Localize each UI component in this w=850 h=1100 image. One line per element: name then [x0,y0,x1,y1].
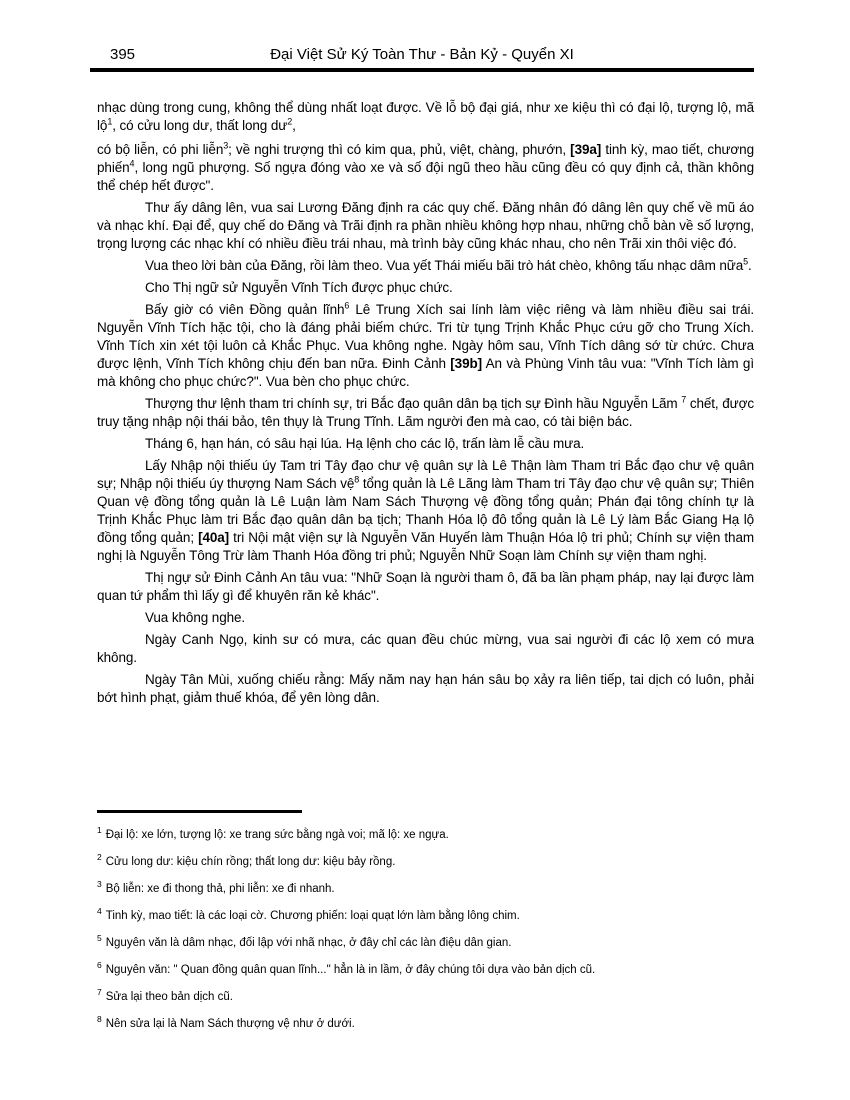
footnote-text: Đại lộ: xe lớn, tượng lộ: xe trang sức bằng ngà voi; mã lộ: xe ngựa. [105,829,449,841]
text-run: Bấy giờ có viên Đồng quản lĩnh [145,302,345,317]
folio-marker: [39a] [570,142,602,157]
footnote-number: 2 [97,852,102,863]
folio-marker: [39b] [450,356,483,371]
footnote [97,906,754,923]
footnote-number: 4 [97,906,102,917]
body-text [97,99,754,711]
footnote-text: Bộ liễn: xe đi thong thả, phi liễn: xe đi nhanh. [105,883,335,895]
footnote-text: Nên sửa lại là Nam Sách thượng vệ như ở dưới. [105,1018,355,1030]
page-header [90,42,754,72]
paragraph [97,141,754,195]
footnote-divider [97,810,302,813]
text-run: tri Nội mật viện sự là Nguyễn Văn Huyến làm Thuận Hóa lộ tri phủ; Chính sự viện tham nghị là Nguyễn Tông Trừ làm Thanh Hóa đồng tri phủ; Nguyễn Nhữ Soạn làm Chính sự viện tham nghị. [97,530,754,563]
footnote-text: Nguyên văn là dâm nhạc, đối lập với nhã nhạc, ở đây chỉ các làn điệu dân gian. [105,937,512,949]
footnote-ref: 7 [681,394,687,405]
text-run: , long ngũ phượng. Số ngựa đóng vào xe và số đội ngũ theo hầu cũng đều có quy định cả, thần không thể chép hết được". [97,160,754,193]
text-run: An và Phùng Vinh tâu vua: "Vĩnh Tích làm gì mà không cho phục chức?". Vua bèn cho phục chức. [97,356,754,389]
footnote-ref: 6 [344,300,350,311]
text-run: Cho Thị ngữ sử Nguyễn Vĩnh Tích được phục chức. [145,280,453,295]
paragraph [97,199,754,253]
text-run: , [292,118,296,133]
text-run: Thư ấy dâng lên, vua sai Lương Đăng định ra các quy chế. Đăng nhân đó dâng lên quy chế về mũ áo và nhạc khí. Đại để, quy chế do Đăng và Trãi định ra phần nhiều không hợp nhau, những chỗ bàn về số lượng, trọng lượng các nhạc khí có nhiều điều trái nhau, mà trình bày cũng khác nhau, cho nên Trãi xin thôi việc đó. [97,200,754,251]
footnote-text: Cửu long dư: kiệu chín rồng; thất long dư: kiệu bảy rồng. [105,856,396,868]
text-run: , có cửu long dư, thất long dư [112,118,288,133]
paragraph [97,301,754,391]
paragraph [97,257,754,275]
text-run: Lấy Nhập nội thiếu úy Tam tri Tây đạo chư vệ quân sự là Lê Thận làm Tham tri Bắc đạo chư vệ quân sự; Nhập nội thiếu úy thượng Nam Sách vệ [97,458,754,491]
paragraph [97,395,754,431]
footnote-ref: 2 [287,116,293,127]
footnote [97,1014,754,1031]
footnote [97,879,754,896]
text-run: Ngày Tân Mùi, xuống chiếu rằng: Mấy năm nay hạn hán sâu bọ xảy ra liên tiếp, tai dịch có luôn, phải bớt hình phạt, giảm thuế khóa, để yên lòng dân. [97,672,754,705]
paragraph [97,279,754,297]
footnote-number: 7 [97,987,102,998]
footnote-number: 8 [97,1014,102,1025]
text-run: ; về nghi trượng thì có kim qua, phủ, việt, chàng, phướn, [228,142,571,157]
header-title: Đại Việt Sử Ký Toàn Thư - Bản Kỷ - Quyển XI [270,46,574,63]
footnote [97,852,754,869]
footnote [97,987,754,1004]
paragraph [97,99,754,135]
text-run: . [748,258,752,273]
footnote [97,825,754,842]
text-run: Ngày Canh Ngọ, kinh sư có mưa, các quan đều chúc mừng, vua sai người đi các lộ xem có mưa không. [97,632,754,665]
footnote-number: 6 [97,960,102,971]
footnotes [97,825,754,1044]
text-run: chết, được truy tặng nhập nội thái bảo, tên thụy là Trung Tĩnh. Lãm người đen mà cao, có tài biện bác. [97,396,754,429]
page-number: 395 [110,46,136,63]
text-run: tinh kỳ, mao tiết, chương phiến [97,142,754,175]
paragraph [97,609,754,627]
footnote-ref: 5 [743,256,749,267]
folio-marker: [40a] [198,530,230,545]
text-run: Thị ngự sử Đinh Cảnh An tâu vua: "Nhữ Soạn là người tham ô, đã ba lần phạm pháp, nay lại được làm quan tứ phẩm thì lấy gì để khuyên răn kẻ khác". [97,570,754,603]
footnote-text: Nguyên văn: " Quan đồng quân quan lĩnh..." hẳn là in lầm, ở đây chúng tôi dựa vào bản dịch cũ. [105,964,596,976]
footnote-number: 3 [97,879,102,890]
footnote-number: 1 [97,825,102,836]
text-run: tổng quản là Lê Lãng làm Tham tri Tây đạo chư vệ quân sự; Thiên Quan vệ đồng tổng quản là Lê Luận làm Nam Sách Thượng vệ đồng tổng quản; Phán đại tông chính tự là Trịnh Khắc Phục làm tri Bắc đạo quân dân bạ tịch; Thanh Hóa lộ đô tổng quản là Lê Lý làm Bắc Giang Hạ lộ đồng tổng quản; [97,476,755,545]
footnote-ref: 4 [129,158,135,169]
footnote [97,960,754,977]
footnote-text: Tinh kỳ, mao tiết: là các loại cờ. Chương phiến: loại quạt lớn làm bằng lông chim. [105,910,520,922]
paragraph [97,671,754,707]
paragraph [97,435,754,453]
text-run: có bộ liễn, có phi liễn [97,142,224,157]
footnote-text: Sửa lại theo bản dịch cũ. [105,991,233,1003]
text-run: Vua theo lời bàn của Đăng, rồi làm theo. Vua yết Thái miếu bãi trò hát chèo, không tấu nhạc dâm nữa [145,258,744,273]
text-run: Vua không nghe. [145,610,246,625]
text-run: Tháng 6, hạn hán, có sâu hại lúa. Hạ lệnh cho các lộ, trấn làm lễ cầu mưa. [145,436,585,451]
footnote-number: 5 [97,933,102,944]
text-run: Lê Trung Xích sai lính làm việc riêng và làm nhiều điều sai trái. Nguyễn Vĩnh Tích hặc tội, cho là đáng phải biếm chức. Tri từ tụng Trịnh Khắc Phục cứu gỡ cho Trung Xích. Vĩnh Tích xin xét tội luôn cả Khắc Phục. Vua không nghe. Ngày hôm sau, Vĩnh Tích dâng sớ từ chức. Chưa được lệnh, Vĩnh Tích không chịu đến ban nữa. Đinh Cảnh [97,302,754,371]
paragraph [97,569,754,605]
text-run: Thượng thư lệnh tham tri chính sự, tri Bắc đạo quân dân bạ tịch sự Đình hầu Nguyễn Lãm [145,396,682,411]
footnote-ref: 3 [223,140,229,151]
text-run: nhạc dùng trong cung, không thể dùng nhất loạt được. Về lỗ bộ đại giá, như xe kiệu thì có đại lộ, tượng lộ, mã lộ [97,100,754,133]
paragraph [97,457,754,565]
footnote [97,933,754,950]
paragraph [97,631,754,667]
footnote-ref: 8 [354,474,360,485]
footnote-ref: 1 [107,116,113,127]
